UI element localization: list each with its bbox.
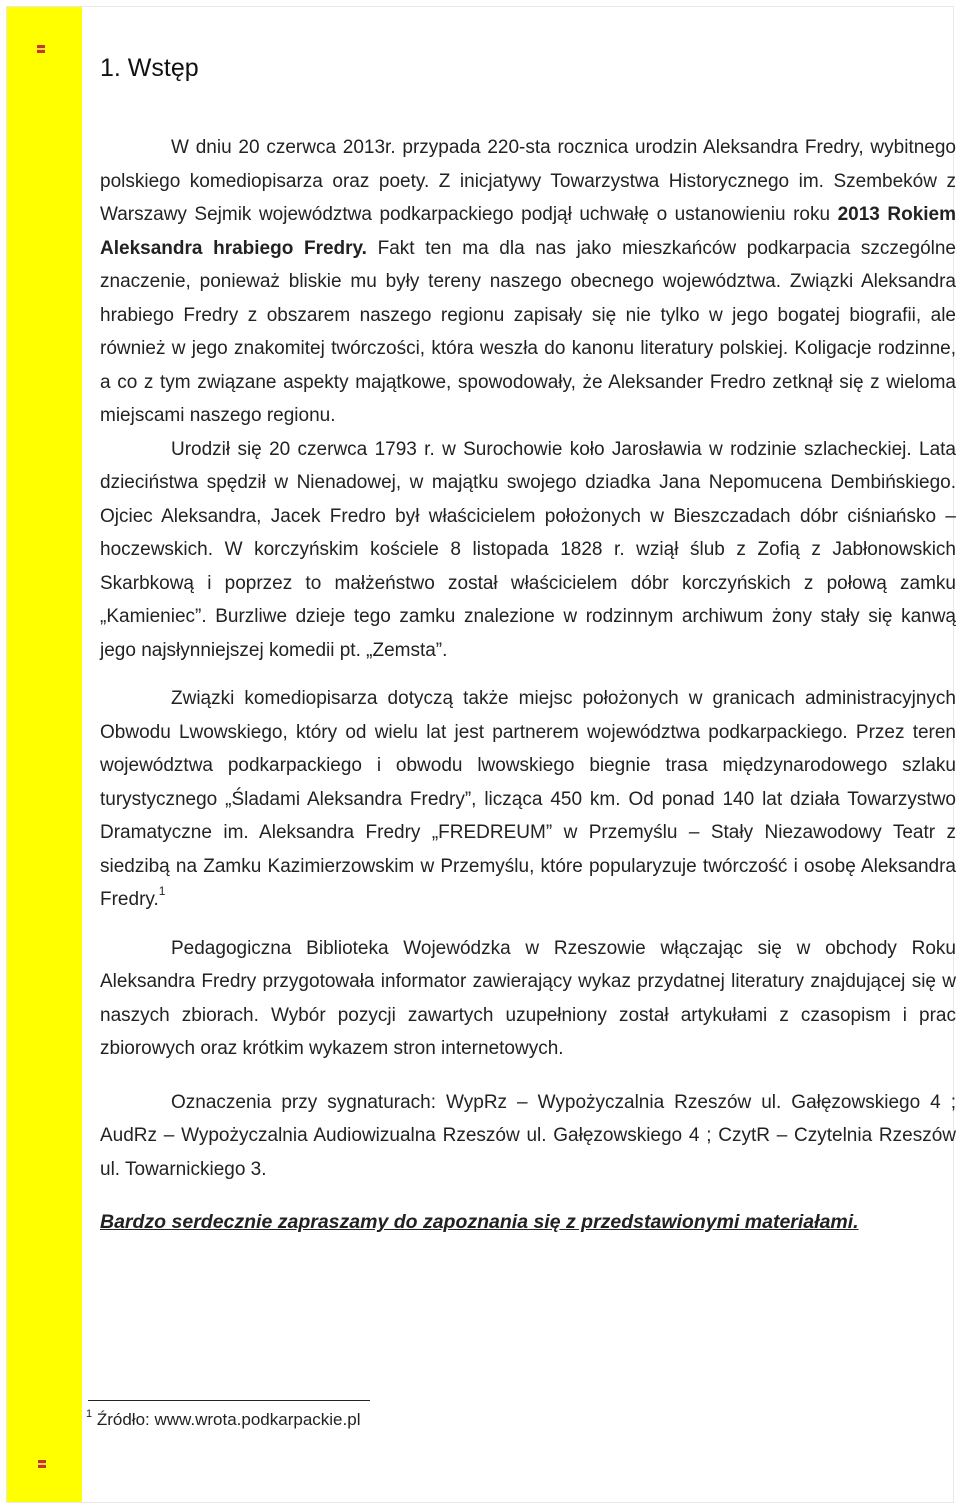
footnote-divider xyxy=(88,1400,370,1401)
bullet-marker-icon xyxy=(38,1460,46,1468)
lviv-paragraph xyxy=(100,682,956,917)
bullet-marker-icon xyxy=(37,45,45,53)
signatures-paragraph: Oznaczenia przy sygnaturach: WypRz – Wypożyczalnia Rzeszów ul. Gałęzowskiego 4 ; AudRz – Wypożyczalnia Audiowizualna Rzeszów ul. Gałęzowskiego 4 ; CzytR – Czytelnia Rzeszów ul. Towarnickiego 3. xyxy=(100,1091,956,1180)
invitation-text: Bardzo serdecznie zapraszamy do zapoznania się z przedstawionymi materiałami. xyxy=(100,1211,859,1233)
intro-text-part2: Fakt ten ma dla nas jako mieszkańców podkarpacia szczególne znaczenie, ponieważ bliskie mu były tereny naszego obecnego województwa. Związki Aleksandra hrabiego Fredry z obszarem naszego regionu zapisały się nie tylko w jego bogatej biografii, ale również w jego znakomitej twórczości, która weszła do kanonu literatury polskiej. Koligacje rodzinne, a co z tym związane aspekty majątkowe, spowodowały, że Aleksander Fredro zetknął się z wieloma miejscami naszego regionu. xyxy=(100,237,956,426)
intro-bold-text: 2013 Rokiem Aleksandra hrabiego Fredry. xyxy=(100,204,956,259)
biography-paragraph: Urodził się 20 czerwca 1793 r. w Surochowie koło Jarosławia w rodzinie szlacheckiej. Lata dzieciństwa spędził w Nienadowej, w majątku swojego dziadka Jana Nepomucena Dembińskiego. Ojciec Aleksandra, Jacek Fredro był właścicielem położonych w Bieszczadach dóbr ciśniańsko – hoczewskich. W korczyńskim kościele 8 listopada 1828 r. wziął ślub z Zofią z Jabłonowskich Skarbkową i poprzez to małżeństwo został właścicielem dóbr korczyńskich z połową zamku „Kamieniec”. Burzliwe dzieje tego zamku znalezione w rodzinnym archiwum żony stały się kanwą jego najsłynniejszej komedii pt. „Zemsta”. xyxy=(100,438,956,661)
footnote-number: 1 xyxy=(86,1408,93,1420)
library-paragraph: Pedagogiczna Biblioteka Wojewódzka w Rzeszowie włączając się w obchody Roku Aleksandra Fredry przygotowała informator zawierający wykaz przydatnej literatury znajdującej się w naszych zbiorach. Wybór pozycji zawartych uzupełniony został artykułami z czasopism i prac zbiorowych oraz krótkim wykazem stron internetowych. xyxy=(100,937,956,1059)
intro-text-part1: W dniu 20 czerwca 2013r. przypada 220-sta rocznica urodzin Aleksandra Fredry, wybitnego polskiego komediopisarza oraz poety. Z inicjatywy Towarzystwa Historycznego im. Szembeków z Warszawy Sejmik województwa podkarpackiego podjął uchwałę o ustanowieniu roku xyxy=(100,137,956,225)
footnote xyxy=(86,1408,360,1432)
section-heading: 1. Wstęp xyxy=(100,54,199,82)
footnote-ref[interactable]: 1 xyxy=(158,884,166,898)
document-body xyxy=(100,45,956,1240)
intro-paragraph xyxy=(100,131,956,433)
yellow-margin-band xyxy=(6,6,82,1503)
lviv-text: Związki komediopisarza dotyczą także miejsc położonych w granicach administracyjnych Obwodu Lwowskiego, który od wielu lat jest partnerem województwa podkarpackiego. Przez teren województwa podkarpackiego i obwodu lwowskiego biegnie trasa międzynarodowego szlaku turystycznego „Śladami Aleksandra Fredry”, licząca 450 km. Od ponad 140 lat działa Towarzystwo Dramatyczne im. Aleksandra Fredry „FREDREUM” w Przemyślu – Stały Niezawodowy Teatr z siedzibą na Zamku Kazimierzowskim w Przemyślu, które popularyzuje twórczość i osobę Aleksandra Fredry. xyxy=(100,688,956,910)
footnote-text: Źródło: www.wrota.podkarpackie.pl xyxy=(92,1410,361,1429)
